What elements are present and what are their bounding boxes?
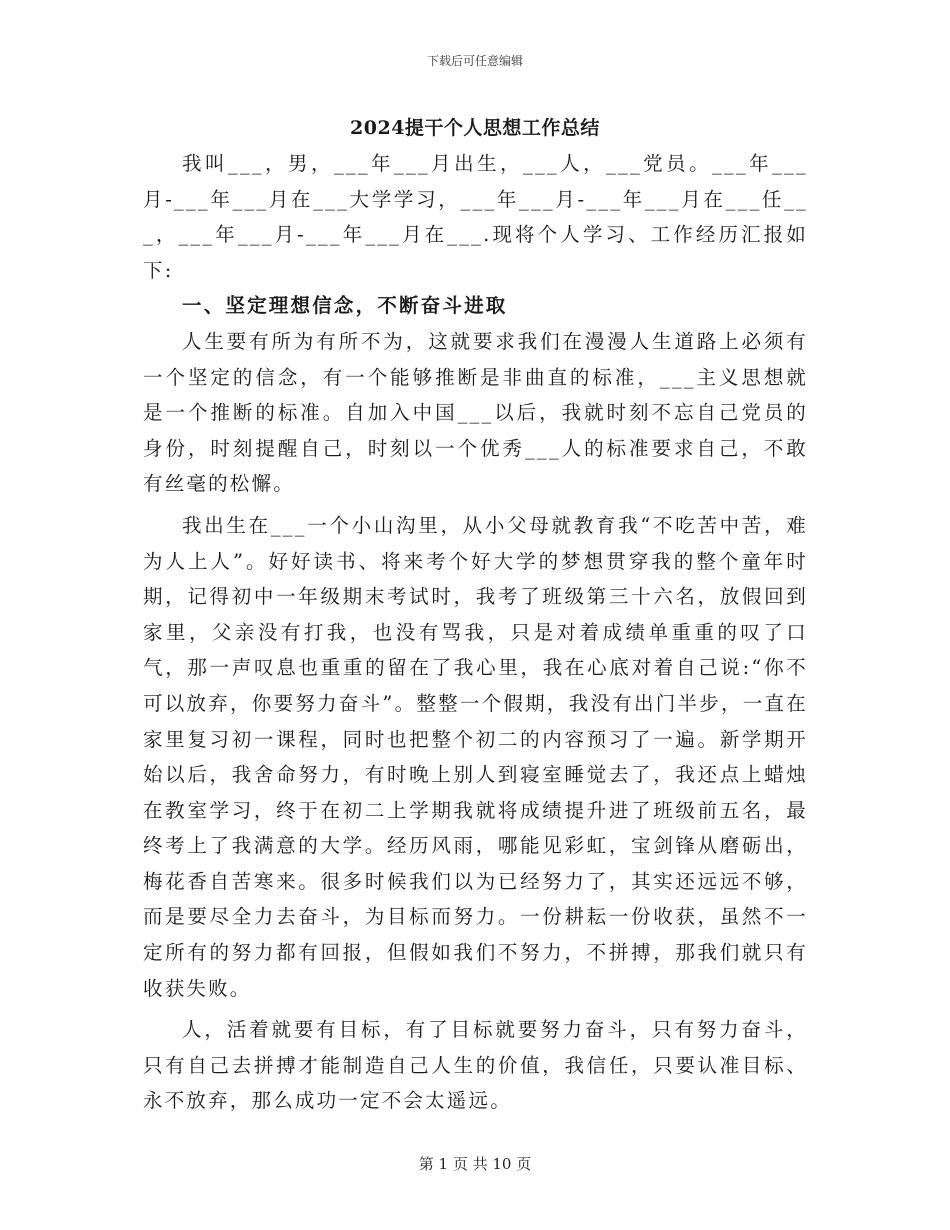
section-heading: 一、坚定理想信念，不断奋斗进取	[182, 294, 508, 318]
intro-paragraph: 我叫___，男，___年___月出生，___人，___党员。___年___月-___年___月在___大学学习，___年___月-___年___月在___任___，___年___月-___年___月在___.现将个人学习、工作经历汇报如下:	[143, 152, 808, 282]
document-body	[143, 146, 808, 1119]
body-paragraph: 人，活着就要有目标，有了目标就要努力奋斗，只有努力奋斗，只有自己去拼搏才能制造自己人生的价值，我信任，只要认准目标、永不放弃，那么成功一定不会太遥远。	[143, 1018, 808, 1113]
document-title: 2024提干个人思想工作总结	[350, 117, 600, 139]
body-paragraph: 人生要有所为有所不为，这就要求我们在漫漫人生道路上必须有一个坚定的信念，有一个能够推断是非曲直的标准，___主义思想就是一个推断的标准。自加入中国___以后，我就时刻不忘自己党员的身份，时刻提醒自己，时刻以一个优秀___人的标准要求自己，不敢有丝毫的松懈。	[143, 329, 808, 496]
body-paragraph: 我出生在___一个小山沟里，从小父母就教育我“不吃苦中苦，难为人上人”。好好读书、将来考个好大学的梦想贯穿我的整个童年时期，记得初中一年级期末考试时，我考了班级第三十六名，放假回到家里，父亲没有打我，也没有骂我，只是对着成绩单重重的叹了口气，那一声叹息也重重的留在了我心里，我在心底对着自己说:“你不可以放弃，你要努力奋斗”。整整一个假期，我没有出门半步，一直在家里复习初一课程，同时也把整个初二的内容预习了一遍。新学期开始以后，我舍命努力，有时晚上别人到寝室睡觉去了，我还点上蜡烛在教室学习，终于在初二上学期我就将成绩提升进了班级前五名，最终考上了我满意的大学。经历风雨，哪能见彩虹，宝剑锋从磨砺出，梅花香自苦寒来。很多时候我们以为已经努力了，其实还远远不够，而是要尽全力去奋斗，为目标而努力。一份耕耘一份收获，虽然不一定所有的努力都有回报，但假如我们不努力，不拼搏，那我们就只有收获失败。	[143, 513, 808, 1000]
page-number: 第 1 页 共 10 页	[418, 1155, 532, 1173]
page-header-note: 下载后可任意编辑	[426, 54, 523, 68]
